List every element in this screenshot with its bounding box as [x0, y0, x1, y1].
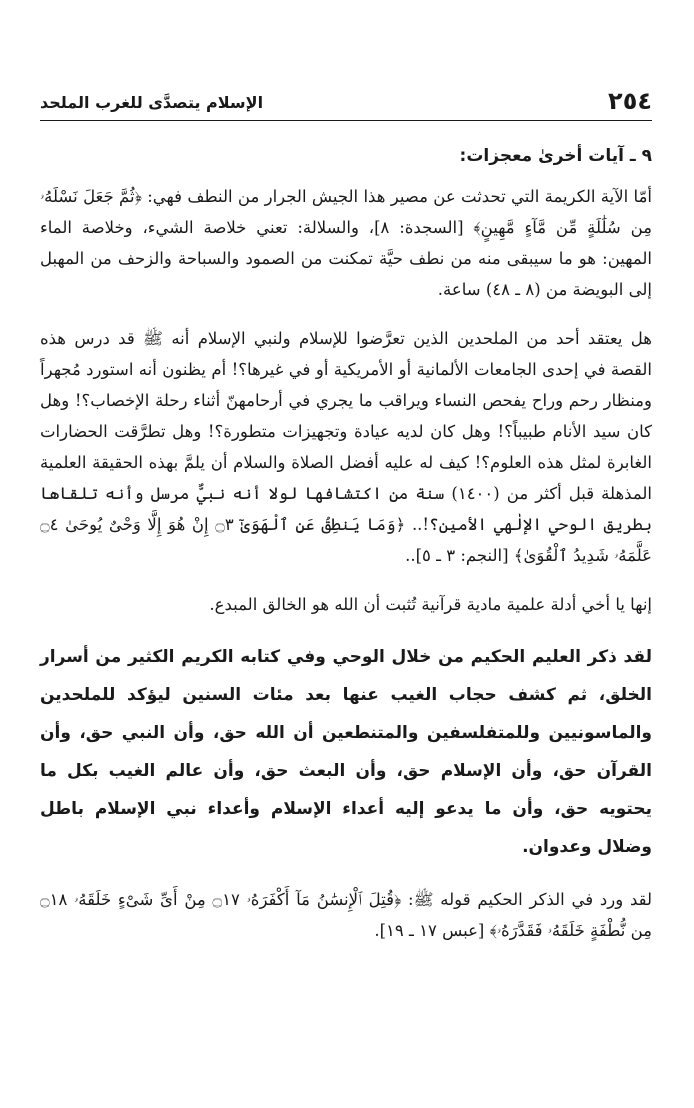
- running-title: الإسلام يتصدَّى للغرب الملحد: [40, 93, 264, 112]
- page-number: ٢٥٤: [608, 87, 652, 115]
- paragraph-gap: [40, 620, 652, 638]
- paragraph-gap: [40, 866, 652, 884]
- paragraph-evidence: إنها يا أخي أدلة علمية مادية قرآنية تُثبت أن الله هو الخالق المبدع.: [209, 595, 652, 614]
- paragraph-sperm-verse: أمّا الآية الكريمة التي تحدثت عن مصير هذا الجيش الجرار من النطف فهي: ﴿ثُمَّ جَعَلَ نَسْلَهُۥ مِن سُلَٰلَةٍ مِّن مَّآءٍ مَّهِينٍ﴾ [السجدة: ٨]، والسلالة: تعني خلاصة الشيء، وخلاصة الماء المهين: هو ما سيبقى منه من نطف حيَّة تمكنت من الصمود والسباحة والزحف من المهبل إلى البويضة من (٨ ـ ٤٨) ساعة.: [40, 187, 652, 299]
- paragraph-question-to-atheists: هل يعتقد أحد من الملحدين الذين تعرَّضوا للإسلام ولنبي الإسلام أنه ﷺ قد درس هذه القصة في إحدى الجامعات الألمانية أو الأمريكية أو في غيرها؟! أم يظنون أنه استورد مُجهراً ومنظار رحم وراح يفحص النساء ويراقب ما يجري في أرحامهنّ أثناء رحلة الإخصاب؟! وهل كان سيد الأنام طبيباً؟! وهل كان لديه عيادة وتجهيزات متطورة؟! وهل تطرَّقت الحضارات الغابرة لمثل هذه العلوم؟! كيف له عليه أفضل الصلاة والسلام أن يلمَّ بهذه الحقيقة العلمية المذهلة قبل أكثر من (١٤٠٠) سنة من اكتشافها لولا أنه نبيٌّ مرسل وأنه تلقاها بطريق الوحي الإلٰهي الأمين؟!.. ﴿وَمَا يَنطِقُ عَنِ ٱلْهَوَىٰٓ ۝٣ إِنْ هُوَ إِلَّا وَحْىٌ يُوحَىٰ ۝٤ عَلَّمَهُۥ شَدِيدُ ٱلْقُوَىٰ﴾ [النجم: ٣ ـ ٥]..: [40, 329, 652, 565]
- paragraph-gap: [40, 305, 652, 323]
- paragraph-bold-conclusion: لقد ذكر العليم الحكيم من خلال الوحي وفي كتابه الكريم الكثير من أسرار الخلق، ثم كشف حجاب الغيب عنها بعد مئات السنين ليؤكد للملحدين والماسونيين وللمتفلسفين والمتنطعين أن الله حق، وأن النبي حق، وأن القرآن حق، وأن الإسلام حق، وأن البعث حق، وأن عالم الغيب بكل ما يحتويه حق، وأن ما يدعو إليه أعداء الإسلام وأعداء نبي الإسلام باطل وضلال وعدوان.: [40, 647, 652, 857]
- book-page: [40, 86, 652, 946]
- section-heading: ٩ ـ آيات أخرىٰ معجزات:: [459, 146, 652, 166]
- paragraph-gap: [40, 571, 652, 589]
- page-header: [40, 86, 652, 121]
- paragraph-abasa-verse: لقد ورد في الذكر الحكيم قوله ﷺ: ﴿قُتِلَ ٱلْإِنسَٰنُ مَآ أَكْفَرَهُۥ ۝١٧ مِنْ أَىِّ شَىْءٍ خَلَقَهُۥ ۝١٨ مِن نُّطْفَةٍ خَلَقَهُۥ فَقَدَّرَهُۥ﴾ [عبس ١٧ ـ ١٩].: [40, 890, 652, 940]
